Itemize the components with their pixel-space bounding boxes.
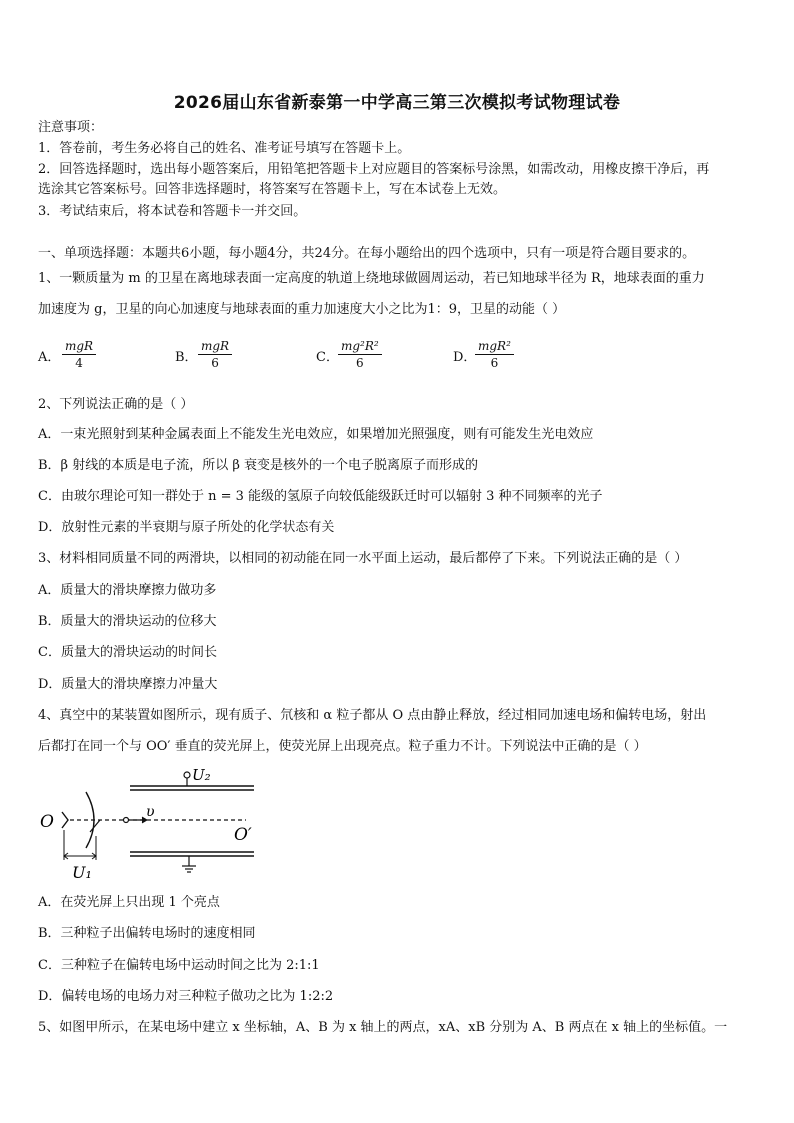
q4-stem-line2: 后都打在同一个与 OO′ 垂直的荧光屏上，使荧光屏上出现亮点。粒子重力不计。下列说法中正确的是（ ） (38, 739, 647, 754)
q3-stem: 3、材料相同质量不同的两滑块，以相同的初动能在同一水平面上运动，最后都停了下来。下列说法正确的是（ ） (38, 551, 688, 566)
q4-option-b: B．三种粒子出偏转电场时的速度相同 (38, 926, 256, 941)
notice-item-1: 1．答卷前，考生务必将自己的姓名、准考证号填写在答题卡上。 (38, 141, 411, 156)
q4-apparatus-figure (36, 762, 266, 882)
section-heading: 一、单项选择题：本题共6小题，每小题4分，共24分。在每小题给出的四个选项中，只有一项是符合题目要求的。 (38, 246, 696, 261)
q1-stem-line2: 加速度为 g，卫星的向心加速度与地球表面的重力加速度大小之比为1：9，卫星的动能（ ） (38, 302, 566, 317)
q1-stem-line1: 1、一颗质量为 m 的卫星在离地球表面一定高度的轨道上绕地球做圆周运动，若已知地球半径为 R，地球表面的重力 (38, 271, 705, 286)
q3-option-a: A．质量大的滑块摩擦力做功多 (38, 583, 217, 598)
q1-option-c-denominator: 6 (356, 356, 364, 370)
notice-heading: 注意事项： (38, 120, 104, 135)
page-title: 2026届山东省新泰第一中学高三第三次模拟考试物理试卷 (173, 93, 621, 113)
q2-option-c: C．由玻尔理论可知一群处于 n = 3 能级的氢原子向较低能级跃迁时可以辐射 3 种不同频率的光子 (38, 489, 603, 504)
q1-option-c-numerator: mg²R² (338, 338, 382, 355)
q1-option-a-numerator: mgR (62, 338, 96, 355)
u2-terminal-icon (184, 772, 190, 778)
q3-option-d: D．质量大的滑块摩擦力冲量大 (38, 677, 218, 692)
q1-option-b-label: B． (175, 350, 198, 365)
ground-icon (182, 866, 196, 872)
label-u2: U₂ (192, 766, 211, 784)
q1-option-b-numerator: mgR (198, 338, 232, 355)
q1-option-a-denominator: 4 (75, 356, 83, 370)
electrode-marker (90, 820, 100, 832)
q1-option-a-fraction (62, 338, 96, 371)
q2-stem: 2、下列说法正确的是（ ） (38, 397, 194, 412)
q4-stem-line1: 4、真空中的某装置如图所示，现有质子、氘核和 α 粒子都从 O 点由静止释放，经过相同加速电场和偏转电场，射出 (38, 708, 707, 723)
q4-option-d: D．偏转电场的电场力对三种粒子做功之比为 1:2:2 (38, 989, 334, 1004)
q4-option-c: C．三种粒子在偏转电场中运动时间之比为 2:1:1 (38, 958, 320, 973)
q1-option-d-label: D． (453, 350, 477, 365)
label-o-prime: O′ (234, 825, 252, 845)
q1-option-b-fraction (198, 338, 232, 371)
notice-item-2: 2．回答选择题时，选出每小题答案后，用铅笔把答题卡上对应题目的答案标号涂黑，如需改动，用橡皮擦干净后，再 (38, 162, 710, 177)
q4-option-a: A．在荧光屏上只出现 1 个亮点 (38, 895, 220, 910)
label-u1: U₁ (72, 863, 92, 882)
label-v: υ (146, 804, 155, 820)
q2-option-a: A．一束光照射到某种金属表面上不能发生光电效应，如果增加光照强度，则有可能发生光电效应 (38, 427, 594, 442)
q3-option-c: C．质量大的滑块运动的时间长 (38, 645, 217, 660)
q1-option-d-numerator: mgR² (475, 338, 514, 355)
q3-option-b: B．质量大的滑块运动的位移大 (38, 614, 217, 629)
q2-option-b: B．β 射线的本质是电子流，所以 β 衰变是核外的一个电子脱离原子而形成的 (38, 458, 478, 473)
label-o: O (40, 812, 54, 832)
notice-item-2-cont: 选涂其它答案标号。回答非选择题时，将答案写在答题卡上，写在本试卷上无效。 (38, 182, 507, 197)
q2-option-d: D．放射性元素的半衰期与原子所处的化学状态有关 (38, 520, 335, 535)
notice-item-3: 3．考试结束后，将本试卷和答题卡一并交回。 (38, 204, 307, 219)
q1-option-d-fraction (475, 338, 514, 371)
q1-option-a-label: A． (38, 350, 61, 365)
particle-icon (124, 818, 129, 823)
q1-option-b-denominator: 6 (211, 356, 219, 370)
q1-option-c-fraction (338, 338, 382, 371)
q5-stem-line1: 5、如图甲所示，在某电场中建立 x 坐标轴，A、B 为 x 轴上的两点，xA、xB 分别为 A、B 两点在 x 轴上的坐标值。一 (38, 1020, 728, 1035)
q1-option-c-label: C． (316, 350, 339, 365)
source-electrode (62, 812, 68, 828)
q1-option-d-denominator: 6 (490, 356, 499, 370)
